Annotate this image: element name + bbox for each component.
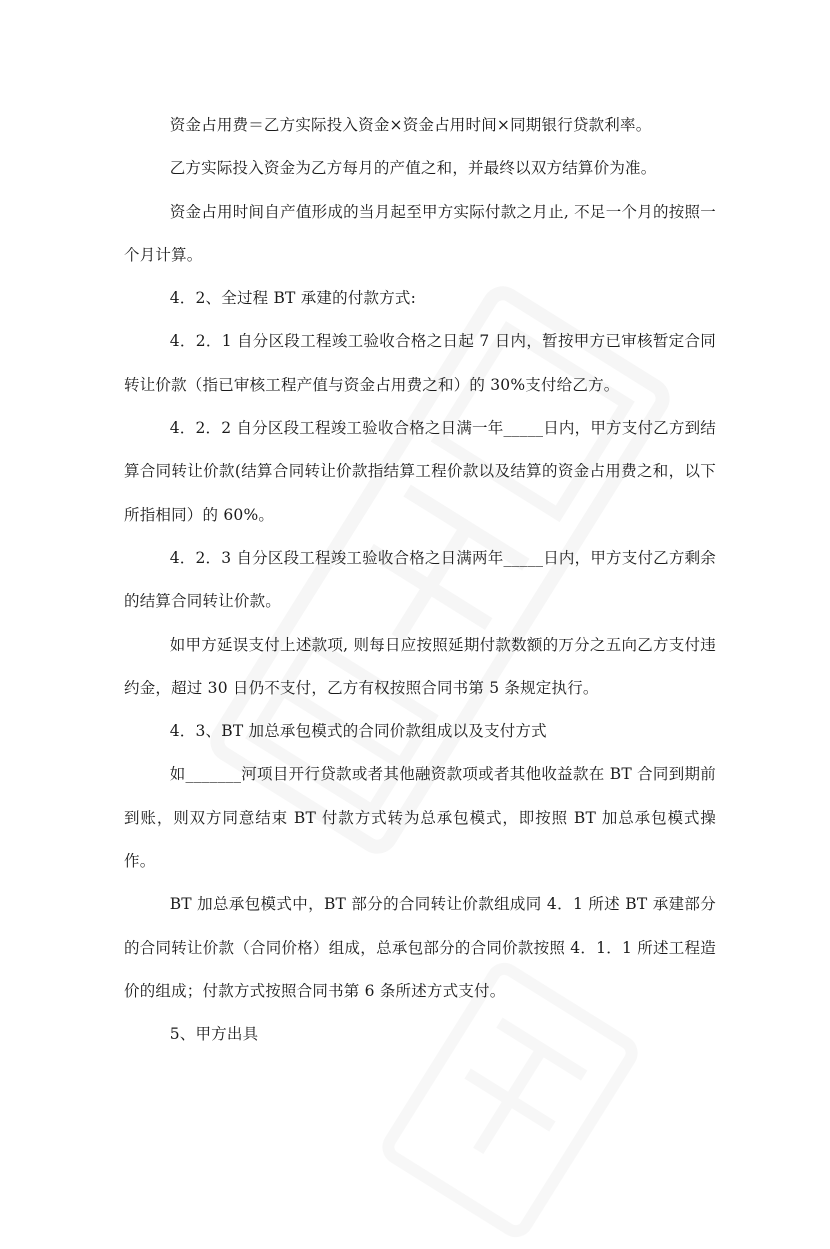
- clause-4-2-3: 4．2．3 自分区段工程竣工验收合格之日满两年_____日内，甲方支付乙方剩余的结算合同转让价款。: [124, 548, 716, 611]
- clause-4-2-2: 4．2．2 自分区段工程竣工验收合格之日满一年_____日内，甲方支付乙方到结算合同转让价款(结算合同转让价款指结算工程价款以及结算的资金占用费之和，以下所指相同）的 60%。: [124, 419, 716, 524]
- section-heading-5: 5、甲方出具: [169, 1025, 259, 1044]
- paragraph-loan-arrival: 如_______河项目开行贷款或者其他融资款项或者其他收益款在 BT 合同到期前到账，则双方同意结束 BT 付款方式转为总承包模式，即按照 BT 加总承包模式操作。: [124, 765, 716, 871]
- paragraph-occupancy-period: 资金占用时间自产值形成的当月起至甲方实际付款之月止, 不足一个月的按照一个月计算。: [124, 202, 716, 264]
- paragraph-bt-composition: BT 加总承包模式中，BT 部分的合同转让价款组成同 4．1 所述 BT 承建部分的合同转让价款（合同价格）组成，总承包部分的合同价款按照 4．1．1 所述工程造价的组成；付款方式按照合同书第 6 条所述方式支付。: [124, 895, 716, 1000]
- paragraph-fee-formula: 资金占用费＝乙方实际投入资金×资金占用时间×同期银行贷款利率。: [169, 116, 652, 134]
- clause-4-2-1: 4．2．1 自分区段工程竣工验收合格之日起 7 日内，暂按甲方已审核暂定合同转让价款（指已审核工程产值与资金占用费之和）的 30%支付给乙方。: [124, 332, 716, 394]
- section-heading-4-2: 4．2、全过程 BT 承建的付款方式:: [169, 289, 417, 308]
- section-heading-4-3: 4．3、BT 加总承包模式的合同价款组成以及支付方式: [169, 722, 547, 741]
- document-body: [124, 104, 716, 1057]
- paragraph-late-payment: 如甲方延误支付上述款项, 则每日应按照延期付款数额的万分之五向乙方支付违约金，超过 30 日仍不支付，乙方有权按照合同书第 5 条规定执行。: [124, 635, 716, 697]
- paragraph-actual-investment: 乙方实际投入资金为乙方每月的产值之和，并最终以双方结算价为准。: [169, 159, 657, 178]
